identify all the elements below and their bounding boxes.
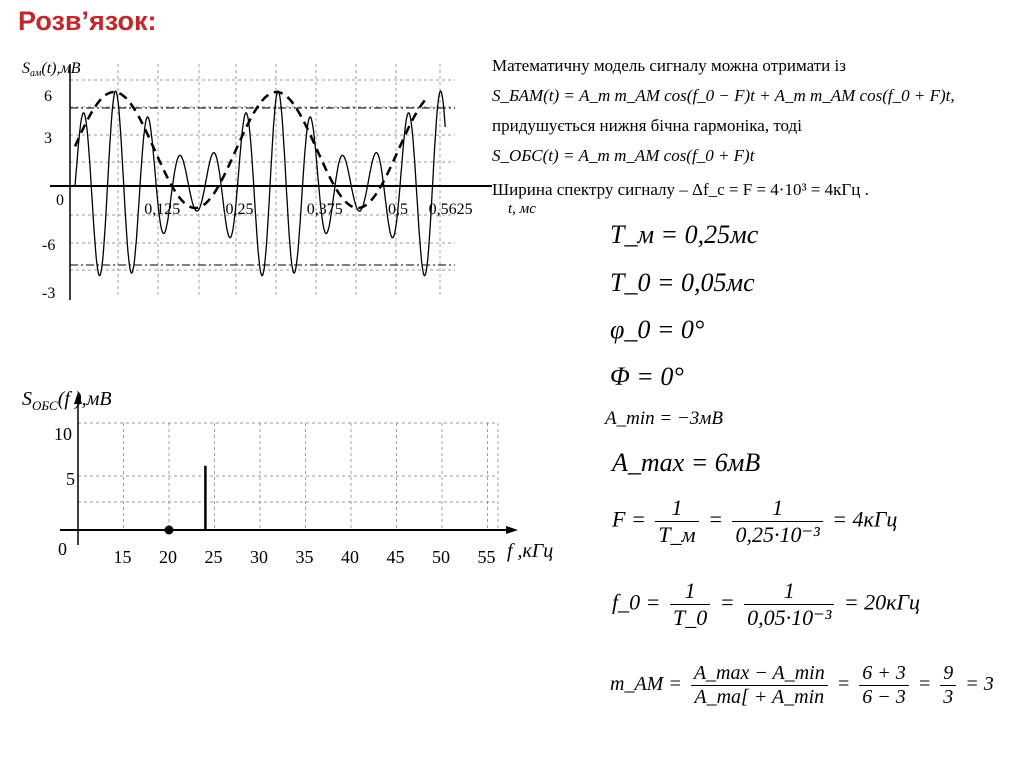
y-axis-label: Sам(t),мВ: [22, 60, 81, 79]
spectrum-dot: [165, 526, 174, 535]
time-domain-chart: [0, 40, 560, 310]
y-tick-label: 10: [54, 424, 72, 444]
carrier-signal: [75, 91, 445, 276]
x-tick-label: 0,5625: [428, 201, 473, 218]
eq-phi: Φ = 0°: [610, 362, 684, 391]
y-tick-labels: [54, 424, 75, 559]
x-tick-label: 0,25: [225, 201, 254, 218]
x-tick-label: 30: [250, 547, 268, 567]
eq-amax: A_max = 6мВ: [612, 448, 761, 477]
x-tick-labels: [144, 201, 472, 218]
x-tick-label: 35: [295, 547, 314, 567]
spectrum-chart: [0, 375, 600, 605]
eq-f0: f_0 = $\frac{1}{T\_0}$ = $\frac{1}{\text{0,05·10⁻³}}$ = 20кГц: [612, 578, 920, 630]
text-line-4: S_ОБС(t) = A_m m_AM cos(f_0 + F)t: [492, 146, 755, 165]
x-tick-label: 45: [386, 547, 405, 567]
eq-tm: T_м = 0,25мс: [610, 220, 759, 249]
eq-phi0: φ_0 = 0°: [610, 315, 705, 344]
eq-f: F = $\frac{1}{T\_м}$ = $\frac{1}{\text{0,25·10⁻³}}$ = 4кГц: [612, 495, 898, 547]
eq-amin: A_min = −3мВ: [605, 408, 723, 429]
y-tick-label: 0: [56, 192, 64, 209]
x-tick-label: 0,125: [144, 201, 181, 218]
text-line-3: придушується нижня бічна гармоніка, тоді: [492, 116, 802, 135]
text-line-5: Ширина спектру сигналу – Δf_c = F = 4·10³ = 4кГц .: [492, 180, 869, 199]
x-tick-label: 25: [204, 547, 223, 567]
text-line-2: S_БАМ(t) = A_m m_AM cos(f_0 − F)t + A_m m_AM cos(f_0 + F)t,: [492, 86, 955, 105]
y-tick-label: 3: [44, 130, 52, 147]
y-tick-label: 5: [66, 469, 75, 489]
x-tick-label: 0,5: [388, 201, 408, 218]
x-axis-label: f ,кГц: [507, 540, 554, 562]
y-tick-label: 6: [44, 88, 52, 105]
x-tick-label: 50: [432, 547, 450, 567]
y-tick-label: 0: [58, 539, 67, 559]
x-tick-label: 0,375: [306, 201, 343, 218]
x-tick-label: 20: [159, 547, 177, 567]
page-title: Розв’язок:: [18, 6, 157, 36]
y-axis-label: $S_{ОБС}(f$ ),мВ: [22, 388, 112, 413]
x-tick-label: 15: [113, 547, 132, 567]
eq-t0: T_0 = 0,05мс: [610, 268, 755, 297]
x-tick-labels: [114, 547, 496, 567]
y-tick-labels: [42, 88, 64, 302]
x-tick-label: 55: [477, 547, 496, 567]
grid: [78, 423, 498, 530]
text-line-1: Математичну модель сигналу можна отримати із: [492, 56, 846, 75]
x-axis-label: t, мс: [508, 201, 536, 217]
y-tick-label: -6: [42, 237, 56, 254]
eq-mam: m_AM = $\frac{A\_\max - A\_\min}{A\_ma[ + A\_\min}$ = $\frac{6 + 3}{6 - 3}$ = $\frac{9}{3}$ = 3: [610, 662, 994, 708]
y-tick-label: -3: [42, 285, 56, 302]
x-tick-label: 40: [341, 547, 359, 567]
